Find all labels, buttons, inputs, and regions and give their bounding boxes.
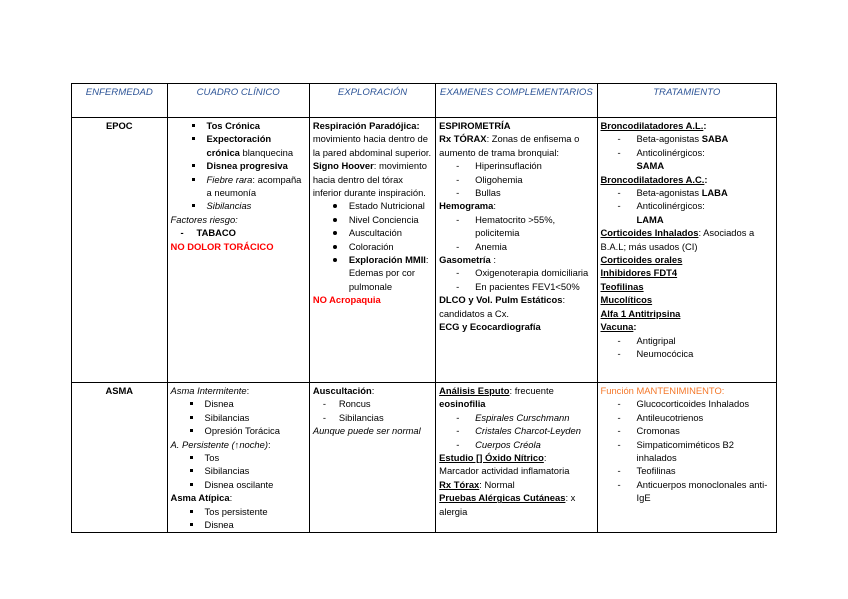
asma-tratamiento-list [601, 397, 773, 504]
header-row [72, 84, 777, 118]
warning-text: NO DOLOR TORÁCICO [170, 240, 274, 252]
list-item: - Antileucotrienos [601, 411, 773, 424]
disease-table [71, 83, 777, 533]
teofilinas-label: Teofilinas [600, 280, 644, 292]
list-item: Sibilancias [171, 464, 306, 477]
gasometria-label: Gasometría [439, 254, 491, 266]
asma-exploracion-cell: Auscultación: - Roncus - Sibilancias Aunque puede ser normal [309, 383, 435, 533]
asma-clinico-cell: Asma Intermitente: Disnea Sibilancias Opresión Torácica A. Persistente (↑noche): Tos Sibilancias Disnea oscilante Asma Atípica: Tos persistente Disnea [167, 383, 309, 533]
list-item: Tos Crónica [171, 119, 306, 132]
warning-text: NO Acropaquia [312, 294, 381, 306]
header-examenes: EXAMENES COMPLEMENTARIOS [436, 84, 597, 118]
list-item: - Sibilancias [313, 411, 432, 424]
factores-label: Factores riesgo: [170, 213, 238, 225]
epoc-examenes-cell: ESPIROMETRÍA Rx TÓRAX: Zonas de enfisema o aumento de trama bronquial: - Hiperinsuflación - Oligohemia - Bullas Hemograma: - Hematocrito >55%, policitemia - Anemia Gasometría : - Oxigenoterapia domiciliaria - En pacientes FEV1<50% DLCO y Vol. Pulm Estáticos: candidatos a Cx. ECG y Ecocardiografía [436, 118, 597, 383]
list-item: - Teofilinas [601, 464, 773, 477]
list-item: - En pacientes FEV1<50% [439, 280, 593, 293]
list-item: - Neumocócica [601, 347, 773, 360]
epoc-clinico-cell [167, 118, 309, 383]
list-item: - Espirales Curschmann [439, 411, 593, 424]
list-item: Disnea progresiva [171, 159, 306, 172]
asma-examenes-cell: Análisis Esputo: frecuente eosinofilia - Espirales Curschmann - Cristales Charcot-Leyden - Cuerpos Créola Estudio [] Óxido Nítrico: Marcador actividad inflamatoria Rx Tórax: Normal Pruebas Alérgicas Cutáneas: x alergia [436, 383, 597, 533]
list-item: Disnea [171, 518, 306, 531]
rx-torax-label: Rx Tórax [439, 478, 480, 490]
list-item: Estado Nutricional [313, 199, 432, 212]
bd-ac-list [601, 186, 773, 226]
gasometria-list [439, 266, 593, 293]
header-tratamiento: TRATAMIENTO [597, 84, 776, 118]
list-item: Fiebre rara: acompaña a neumonía [171, 173, 306, 200]
list-item: Tos persistente [171, 505, 306, 518]
list-item: Sibilancias [171, 411, 306, 424]
table-row-asma [72, 383, 777, 533]
disease-name: EPOC [72, 118, 168, 383]
hemograma-list [439, 213, 593, 253]
header-cuadro-clinico: CUADRO CLÍNICO [167, 84, 309, 118]
factores-list [171, 226, 306, 239]
epoc-exploracion-cell: Respiración Paradójica: movimiento hacia dentro de la pared abdominal superior. Signo Hoover: movimiento hacia dentro del tórax inferior durante inspiración. Estado Nutricional Nivel Conciencia Auscultación Coloración Exploración MMII: Edemas por cor pulmonale NO Acropaquia [309, 118, 435, 383]
list-item: - Bullas [439, 186, 593, 199]
bd-al-list [601, 132, 773, 172]
list-item: - Beta-agonistas LABA [601, 186, 773, 199]
list-item: - Anticuerpos monoclonales anti-IgE [601, 478, 773, 505]
disease-name: ASMA [72, 383, 168, 533]
epoc-tratamiento-cell: Broncodilatadores A.L.: - Beta-agonistas SABA - Anticolinérgicos: SAMA Broncodilatadores A.C.: - Beta-agonistas LABA - Anticolinérgicos: LAMA Corticoides Inhalados: Asociados a B.A.L; más usados (CI) Corticoides orales Inhibidores FDT4 Teofilinas Mucolíticos Alfa 1 Antitripsina Vacuna: - Antigripal - Neumocócica [597, 118, 776, 383]
epoc-exploracion-list [313, 199, 432, 293]
alfa1-label: Alfa 1 Antitripsina [600, 307, 681, 319]
auscultacion-list [313, 397, 432, 424]
list-item: Auscultación [313, 226, 432, 239]
vacuna-label: Vacuna [600, 321, 634, 333]
list-item: Nivel Conciencia [313, 213, 432, 226]
list-item: Coloración [313, 240, 432, 253]
estudio-text: Marcador actividad inflamatoria [439, 465, 570, 477]
header-enfermedad: ENFERMEDAD [72, 84, 168, 118]
bd-al-label: Broncodilatadores A.L. [600, 120, 704, 131]
intermitente-list [171, 397, 306, 437]
list-item: Disnea [171, 397, 306, 410]
hoover-label: Signo Hoover [312, 160, 374, 172]
atipica-label: Asma Atípica [170, 492, 230, 504]
list-item: - Simpaticomiméticos B2 inhalados [601, 438, 773, 465]
list-item: - Oxigenoterapia domiciliaria [439, 266, 593, 279]
intermitente-label: Asma Intermitente [170, 385, 247, 396]
estudio-label: Estudio [] Óxido Nítrico [439, 452, 544, 464]
funcion-label: Función MANTENIMINENTO: [600, 385, 725, 396]
list-item: - Anemia [439, 240, 593, 253]
fdt4-label: Inhibidores FDT4 [600, 267, 678, 279]
list-item: - Glucocorticoides Inhalados [601, 397, 773, 410]
list-item: - Antigripal [601, 334, 773, 347]
header-exploracion: EXPLORACIÓN [309, 84, 435, 118]
mucoliticos-label: Mucolíticos [600, 294, 653, 306]
pruebas-label: Pruebas Alérgicas Cutáneas [439, 492, 566, 504]
list-item: Tos [171, 451, 306, 464]
resp-label: Respiración Paradójica: [312, 120, 420, 131]
table-row-epoc [72, 118, 777, 383]
bd-ac-label: Broncodilatadores A.C. [600, 173, 705, 185]
list-item: Disnea oscilante [171, 478, 306, 491]
list-item: - TABACO [171, 226, 306, 239]
rx-list [439, 159, 593, 199]
espirometria-label: ESPIROMETRÍA [439, 120, 511, 131]
cort-inh-label: Corticoides Inhalados [600, 227, 699, 239]
persistente-label: A. Persistente (↑noche) [170, 438, 268, 450]
list-item: - Hiperinsuflación [439, 159, 593, 172]
cort-oral-label: Corticoides orales [600, 254, 683, 266]
list-item: - Cristales Charcot-Leyden [439, 424, 593, 437]
hemograma-label: Hemograma [439, 200, 494, 212]
list-item: - Anticolinérgicos: LAMA [601, 199, 773, 226]
epoc-symptom-list [171, 119, 306, 213]
list-item: Expectoración crónica blanquecina [171, 132, 306, 159]
persistente-list [171, 451, 306, 491]
esputo-label: Análisis Esputo [439, 385, 510, 396]
asma-tratamiento-cell [597, 383, 776, 533]
list-item: Exploración MMII: Edemas por cor pulmonale [313, 253, 432, 293]
auscultacion-note: Aunque puede ser normal [312, 425, 421, 437]
list-item: Opresión Torácica [171, 424, 306, 437]
dlco-label: DLCO y Vol. Pulm Estáticos [439, 294, 563, 306]
list-item: Sibilancias [171, 199, 306, 212]
list-item: - Cuerpos Créola [439, 438, 593, 451]
list-item: - Oligohemia [439, 173, 593, 186]
list-item: - Anticolinérgicos: SAMA [601, 146, 773, 173]
esputo-list [439, 411, 593, 451]
list-item: - Roncus [313, 397, 432, 410]
list-item: - Hematocrito >55%, policitemia [439, 213, 593, 240]
list-item: - Cromonas [601, 424, 773, 437]
list-item: - Beta-agonistas SABA [601, 132, 773, 145]
atipica-list [171, 505, 306, 532]
ecg-label: ECG y Ecocardiografía [439, 321, 541, 333]
auscultacion-label: Auscultación [312, 385, 372, 396]
vacuna-list [601, 334, 773, 361]
eosinofilia-text: eosinofilia [439, 398, 486, 410]
rx-label: Rx TÓRAX [439, 133, 487, 145]
